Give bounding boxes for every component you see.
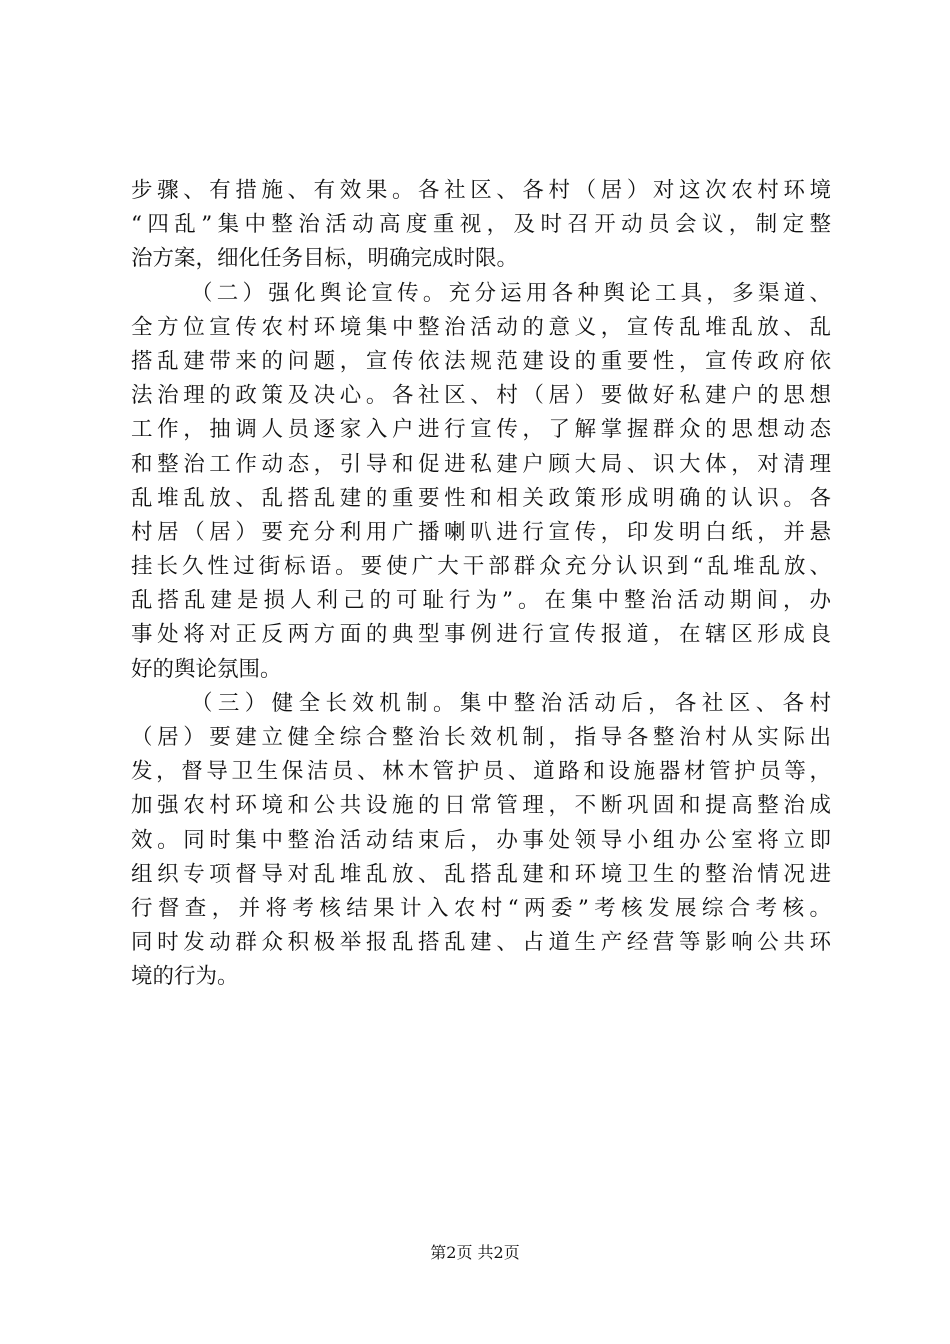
text-line: 组织专项督导对乱堆乱放、乱搭乱建和环境卫生的整治情况进: [131, 861, 831, 887]
text-line: 效。同时集中整治活动结束后，办事处领导小组办公室将立即: [131, 827, 831, 853]
text-line: 步骤、有措施、有效果。各社区、各村（居）对这次农村环境: [131, 178, 831, 203]
text-line: （居）要建立健全综合整治长效机制，指导各整治村从实际出: [131, 725, 831, 750]
text-line: （三）健全长效机制。集中整治活动后，各社区、各村: [191, 690, 831, 716]
page-number-footer: 第2页 共2页: [430, 1243, 520, 1262]
text-line: 乱堆乱放、乱搭乱建的重要性和相关政策形成明确的认识。各: [131, 485, 831, 511]
text-line: 境的行为。: [131, 964, 239, 990]
text-line: 挂长久性过街标语。要使广大干部群众充分认识到“乱堆乱放、: [131, 554, 831, 580]
text-line: “四乱”集中整治活动高度重视，及时召开动员会议，制定整: [131, 212, 831, 238]
text-line: 发，督导卫生保洁员、林木管护员、道路和设施器材管护员等，: [131, 759, 831, 785]
text-line: 加强农村环境和公共设施的日常管理，不断巩固和提高整治成: [131, 793, 831, 819]
text-line: 治方案，细化任务目标，明确完成时限。: [131, 246, 519, 272]
text-line: 事处将对正反两方面的典型事例进行宣传报道，在辖区形成良: [131, 622, 831, 648]
text-line: 好的舆论氛围。: [131, 656, 282, 682]
text-line: 法治理的政策及决心。各社区、村（居）要做好私建户的思想: [131, 383, 831, 409]
text-line: 同时发动群众积极举报乱搭乱建、占道生产经营等影响公共环: [131, 930, 831, 956]
text-line: 村居（居）要充分利用广播喇叭进行宣传，印发明白纸，并悬: [131, 519, 831, 545]
text-line: 行督查，并将考核结果计入农村“两委”考核发展综合考核。: [131, 895, 831, 921]
text-line: 和整治工作动态，引导和促进私建户顾大局、识大体，对清理: [131, 451, 831, 477]
document-body: [131, 174, 831, 995]
text-line: 工作，抽调人员逐家入户进行宣传，了解掌握群众的思想动态: [131, 417, 831, 443]
text-line: （二）强化舆论宣传。充分运用各种舆论工具，多渠道、: [191, 280, 831, 306]
text-line: 乱搭乱建是损人利己的可耻行为”。在集中整治活动期间，办: [131, 588, 831, 614]
text-line: 全方位宣传农村环境集中整治活动的意义，宣传乱堆乱放、乱: [131, 314, 831, 340]
text-line: 搭乱建带来的问题，宣传依法规范建设的重要性，宣传政府依: [131, 348, 831, 374]
